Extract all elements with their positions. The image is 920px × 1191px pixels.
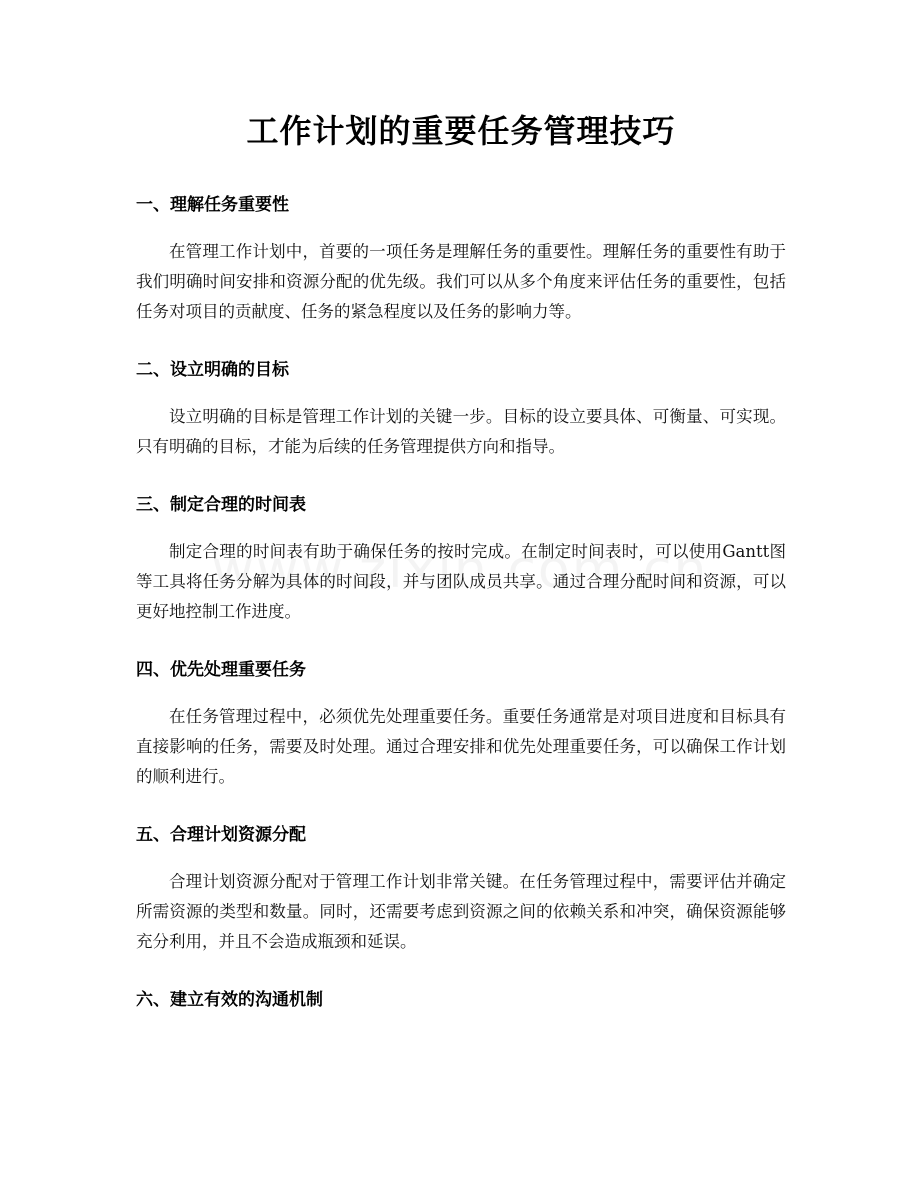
section-heading: 六、建立有效的沟通机制 [136,990,323,1010]
document-title: 工作计划的重要任务管理技巧 [246,112,676,150]
section-5 [136,824,786,957]
section-paragraph: 制定合理的时间表有助于确保任务的按时完成。在制定时间表时，可以使用Gantt图等工具将任务分解为具体的时间段，并与团队成员共享。通过合理分配时间和资源，可以更好地控制工作进度。 [136,542,786,621]
section-2 [136,359,786,462]
section-3 [136,494,786,627]
section-6 [136,989,786,1011]
section-4 [136,659,786,792]
document-content [136,100,786,1011]
section-heading: 三、制定合理的时间表 [136,495,306,515]
section-heading: 一、理解任务重要性 [136,195,289,215]
section-heading: 四、优先处理重要任务 [136,660,306,680]
section-heading: 二、设立明确的目标 [136,360,289,380]
section-heading: 五、合理计划资源分配 [136,825,306,845]
section-paragraph: 合理计划资源分配对于管理工作计划非常关键。在任务管理过程中，需要评估并确定所需资源的类型和数量。同时，还需要考虑到资源之间的依赖关系和冲突，确保资源能够充分利用，并且不会造成瓶颈和延误。 [136,872,786,951]
section-paragraph: 在任务管理过程中，必须优先处理重要任务。重要任务通常是对项目进度和目标具有直接影响的任务，需要及时处理。通过合理安排和优先处理重要任务，可以确保工作计划的顺利进行。 [136,707,786,786]
section-paragraph: 设立明确的目标是管理工作计划的关键一步。目标的设立要具体、可衡量、可实现。只有明确的目标，才能为后续的任务管理提供方向和指导。 [136,407,786,456]
section-1 [136,194,786,327]
section-paragraph: 在管理工作计划中，首要的一项任务是理解任务的重要性。理解任务的重要性有助于我们明确时间安排和资源分配的优先级。我们可以从多个角度来评估任务的重要性，包括任务对项目的贡献度、任务的紧急程度以及任务的影响力等。 [136,242,786,321]
